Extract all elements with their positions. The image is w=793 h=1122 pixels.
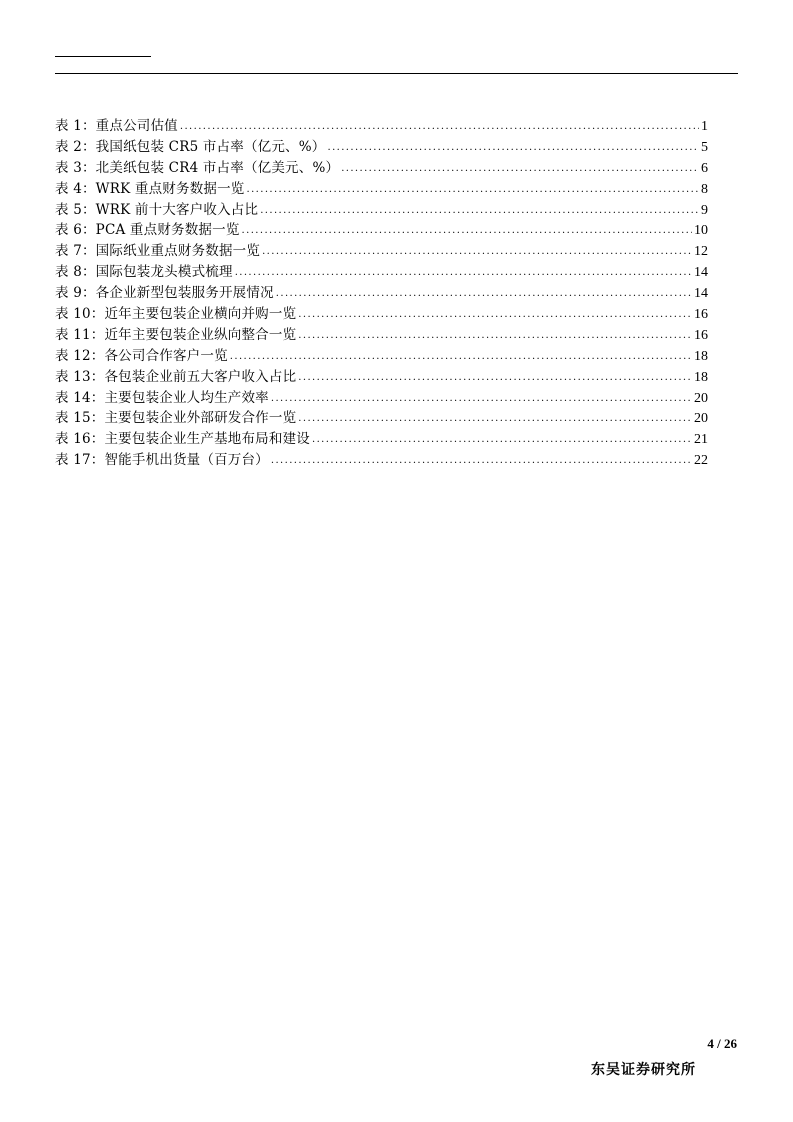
toc-entry-label: 表 9：各企业新型包装服务开展情况 [55,285,274,302]
toc-entry-label: 表 15：主要包装企业外部研发合作一览 [55,410,297,427]
toc-entry-label: 表 4：WRK 重点财务数据一览 [55,180,245,197]
toc-entry-page: 22 [694,453,708,469]
header-long-rule [55,73,738,74]
toc-entry-page: 9 [701,202,708,218]
toc-entry-page: 14 [694,286,708,302]
toc-entry-label: 表 3：北美纸包装 CR4 市占率（亿美元、%） [55,159,340,176]
page-number: 4 / 26 [707,1036,737,1051]
toc-leader-dots [260,201,699,222]
toc-entry-label: 表 5：WRK 前十大客户收入占比 [55,201,259,218]
toc-entry-label: 表 13：各包装企业前五大客户收入占比 [55,368,297,385]
toc-entry-label: 表 16：主要包装企业生产基地布局和建设 [55,431,310,448]
toc-entry-page: 21 [694,432,708,448]
toc-entry-page: 1 [701,119,708,134]
toc-leader-dots [242,221,692,242]
toc-entry[interactable] [55,367,708,388]
table-of-tables [55,116,708,471]
toc-entry-page: 20 [694,390,708,406]
toc-entry[interactable] [55,262,708,283]
toc-leader-dots [341,159,699,180]
toc-entry-label: 表 8：国际包装龙头模式梳理 [55,264,233,281]
toc-leader-dots [298,409,692,430]
toc-entry-label: 表 17：智能手机出货量（百万台） [55,452,269,469]
toc-entry[interactable] [55,429,708,450]
toc-entry-label: 表 11：近年主要包装企业纵向整合一览 [55,326,297,343]
footer-brand: 东吴证券研究所 [591,1062,696,1078]
toc-entry-label: 表 2：我国纸包装 CR5 市占率（亿元、%） [55,138,326,155]
toc-leader-dots [262,242,692,263]
toc-entry[interactable] [55,325,708,346]
toc-entry[interactable] [55,346,708,367]
toc-leader-dots [247,180,700,201]
toc-leader-dots [298,368,692,389]
toc-entry[interactable] [55,241,708,262]
toc-entry[interactable] [55,179,708,200]
toc-entry-page: 10 [694,223,708,239]
toc-leader-dots [180,117,699,138]
toc-entry-page: 5 [701,139,708,155]
toc-entry-label: 表 1：重点公司估值 [55,118,178,134]
toc-entry[interactable] [55,304,708,325]
toc-entry-page: 12 [694,244,708,260]
toc-entry[interactable] [55,200,708,221]
toc-entry-page: 18 [694,348,708,364]
toc-entry-page: 8 [701,181,708,197]
toc-leader-dots [230,347,692,368]
toc-entry[interactable] [55,220,708,241]
toc-leader-dots [271,451,692,472]
toc-entry-label: 表 12：各公司合作客户一览 [55,347,228,364]
toc-entry-page: 6 [701,160,708,176]
toc-entry-label: 表 7：国际纸业重点财务数据一览 [55,243,261,260]
toc-leader-dots [312,430,692,451]
toc-entry-label: 表 6：PCA 重点财务数据一览 [55,222,240,239]
toc-entry[interactable] [55,408,708,429]
header-short-rule [55,56,151,57]
toc-entry-page: 18 [694,369,708,385]
toc-leader-dots [276,284,692,305]
toc-entry-page: 14 [694,265,708,281]
toc-entry[interactable] [55,137,708,158]
toc-entry-page: 20 [694,411,708,427]
toc-entry[interactable] [55,158,708,179]
toc-entry-label: 表 14：主要包装企业人均生产效率 [55,389,269,406]
toc-leader-dots [235,263,692,284]
toc-entry[interactable] [55,388,708,409]
toc-leader-dots [298,305,692,326]
toc-leader-dots [271,389,692,410]
toc-entry[interactable] [55,283,708,304]
toc-leader-dots [327,138,699,159]
toc-entry[interactable] [55,450,708,471]
toc-entry-label: 表 10：近年主要包装企业横向并购一览 [55,306,297,323]
toc-entry-page: 16 [694,307,708,323]
toc-entry[interactable] [55,116,708,137]
toc-entry-page: 16 [694,327,708,343]
toc-leader-dots [298,326,692,347]
